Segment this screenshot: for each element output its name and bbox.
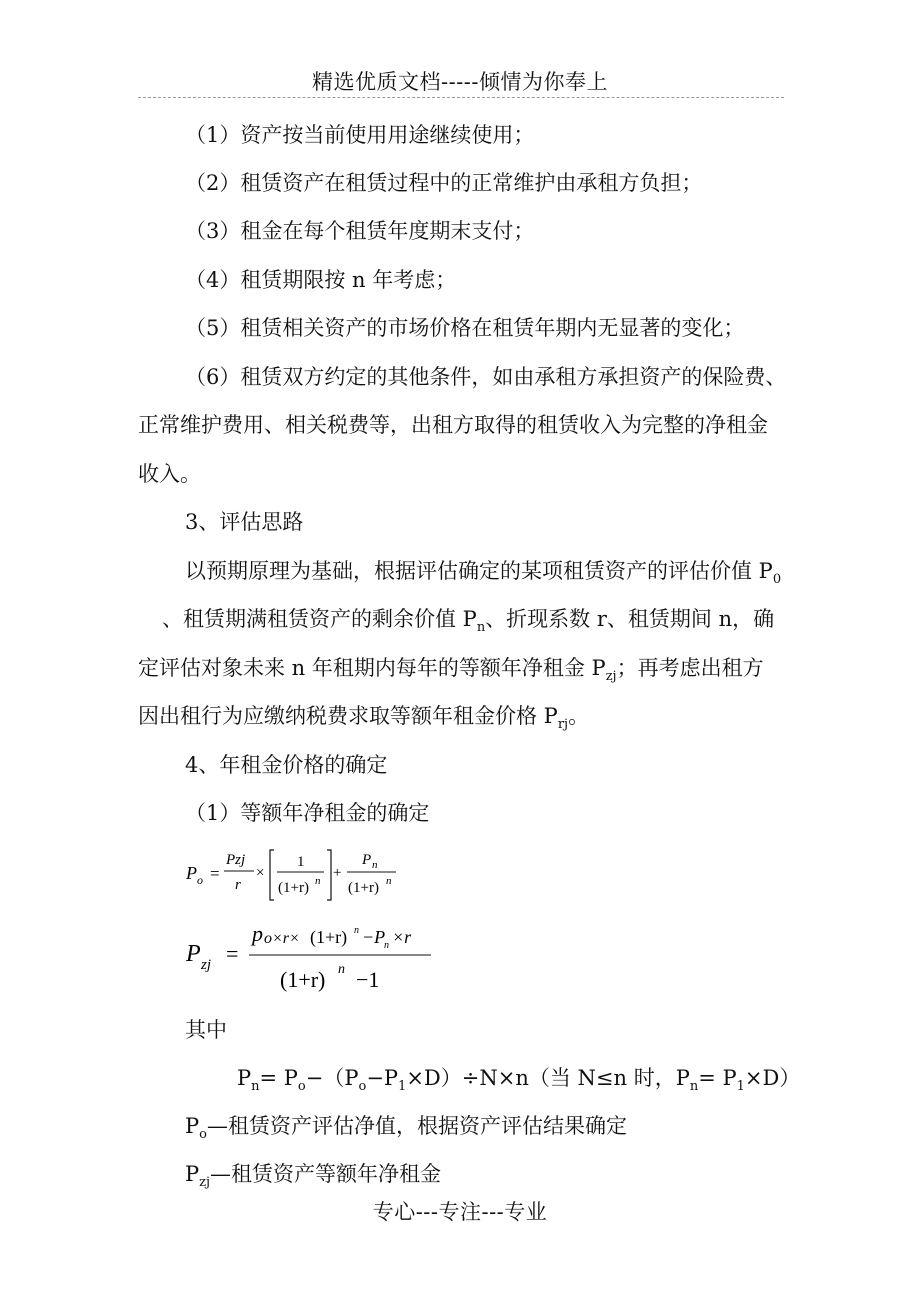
section-3-para-line-2: 、租赁期满租赁资产的剩余价值 $P_n$、折现系数 r、租赁期间 n，确 [162,607,775,635]
f2-lhs-sub: zj [201,957,212,973]
section-4-sub-1: （1）等额年净租金的确定 [185,801,430,825]
f2-num-a: p [252,921,263,946]
where-label: 其中 [185,1018,227,1042]
f1-num3: P [362,852,372,868]
assumption-4: （4）租赁期限按 n 年考虑； [185,268,457,292]
f2-eq: = [226,941,239,966]
page-header: 精选优质文档-----倾情为你奉上 [312,70,608,94]
section-3-para-line-1: 以预期原理为基础，根据评估确定的某项租赁资产的评估价值 $P_0$ [185,559,782,587]
section-3-para-line-3: 定评估对象未来 n 年租期内每年的等额年净租金 $P_{zj}$；再考虑出租方 [138,656,764,684]
section-3-heading: 3、评估思路 [185,510,304,534]
f2-lhs: P [186,941,201,967]
f1-den2: (1+r) [278,880,309,896]
f1-plus: + [333,865,342,881]
f2-den-b: −1 [356,967,380,992]
section-3-para-line-4: 因出租行为应缴纳税费求取等额年租金价格 $P_{rj}$。 [138,704,590,732]
assumption-6-line-3: 收入。 [138,462,201,486]
f2-num-a-sub: o×r× [264,930,300,947]
f1-num1: Pzj [226,852,246,868]
assumption-2: （2）租赁资产在租赁过程中的正常维护由承租方负担； [185,171,703,195]
definition-po: $P_o—$租赁资产评估净值，根据资产评估结果确定 [185,1114,627,1142]
f2-num-b-exp: n [354,925,359,936]
assumption-1: （1）资产按当前使用用途继续使用； [185,123,535,147]
f1-den3: (1+r) [348,880,379,896]
f2-num-c-sub: n [384,940,389,951]
f1-right-bracket [327,850,331,900]
definition-pzj: $P_{zj}—$租赁资产等额年净租金 [185,1162,442,1190]
f1-left-bracket [270,850,274,900]
section-4-heading: 4、年租金价格的确定 [185,753,388,777]
f1-den1: r [235,877,241,893]
assumption-6-line-2: 正常维护费用、相关税费等，出租方取得的租赁收入为完整的净租金 [138,413,768,437]
header-divider [138,97,784,98]
f1-lhs-sub: o [197,873,203,887]
f2-num-d: ×r [392,927,412,947]
f2-num-c: −P [362,927,386,947]
formula-present-value [184,842,444,906]
f1-lhs: P [186,863,197,883]
page-footer: 专心---专注---专业 [372,1200,548,1224]
f2-den-a: (1+r) [280,967,326,992]
f1-eq: = [210,864,220,883]
f1-num3-sub: n [372,859,378,871]
f1-exp: n [315,875,321,887]
f1-times: × [256,865,265,881]
f2-den-exp: n [338,962,345,977]
f1-one: 1 [297,854,305,870]
f2-num-b: (1+r) [310,927,348,947]
assumption-3: （3）租金在每个租赁年度期末支付； [185,219,535,243]
f1-den3-exp: n [386,875,392,887]
assumption-6-line-1: （6）租赁双方约定的其他条件，如由承租方承担资产的保险费、 [185,365,787,389]
residual-value-equation: $P_n= P_o-(P_o-P_1\times D)\div N\times n$（当 N≤n 时，$P_n= P_1\times D$） [237,1066,801,1094]
formula-net-rent [184,915,484,997]
assumption-5: （5）租赁相关资产的市场价格在租赁年期内无显著的变化； [185,316,745,340]
